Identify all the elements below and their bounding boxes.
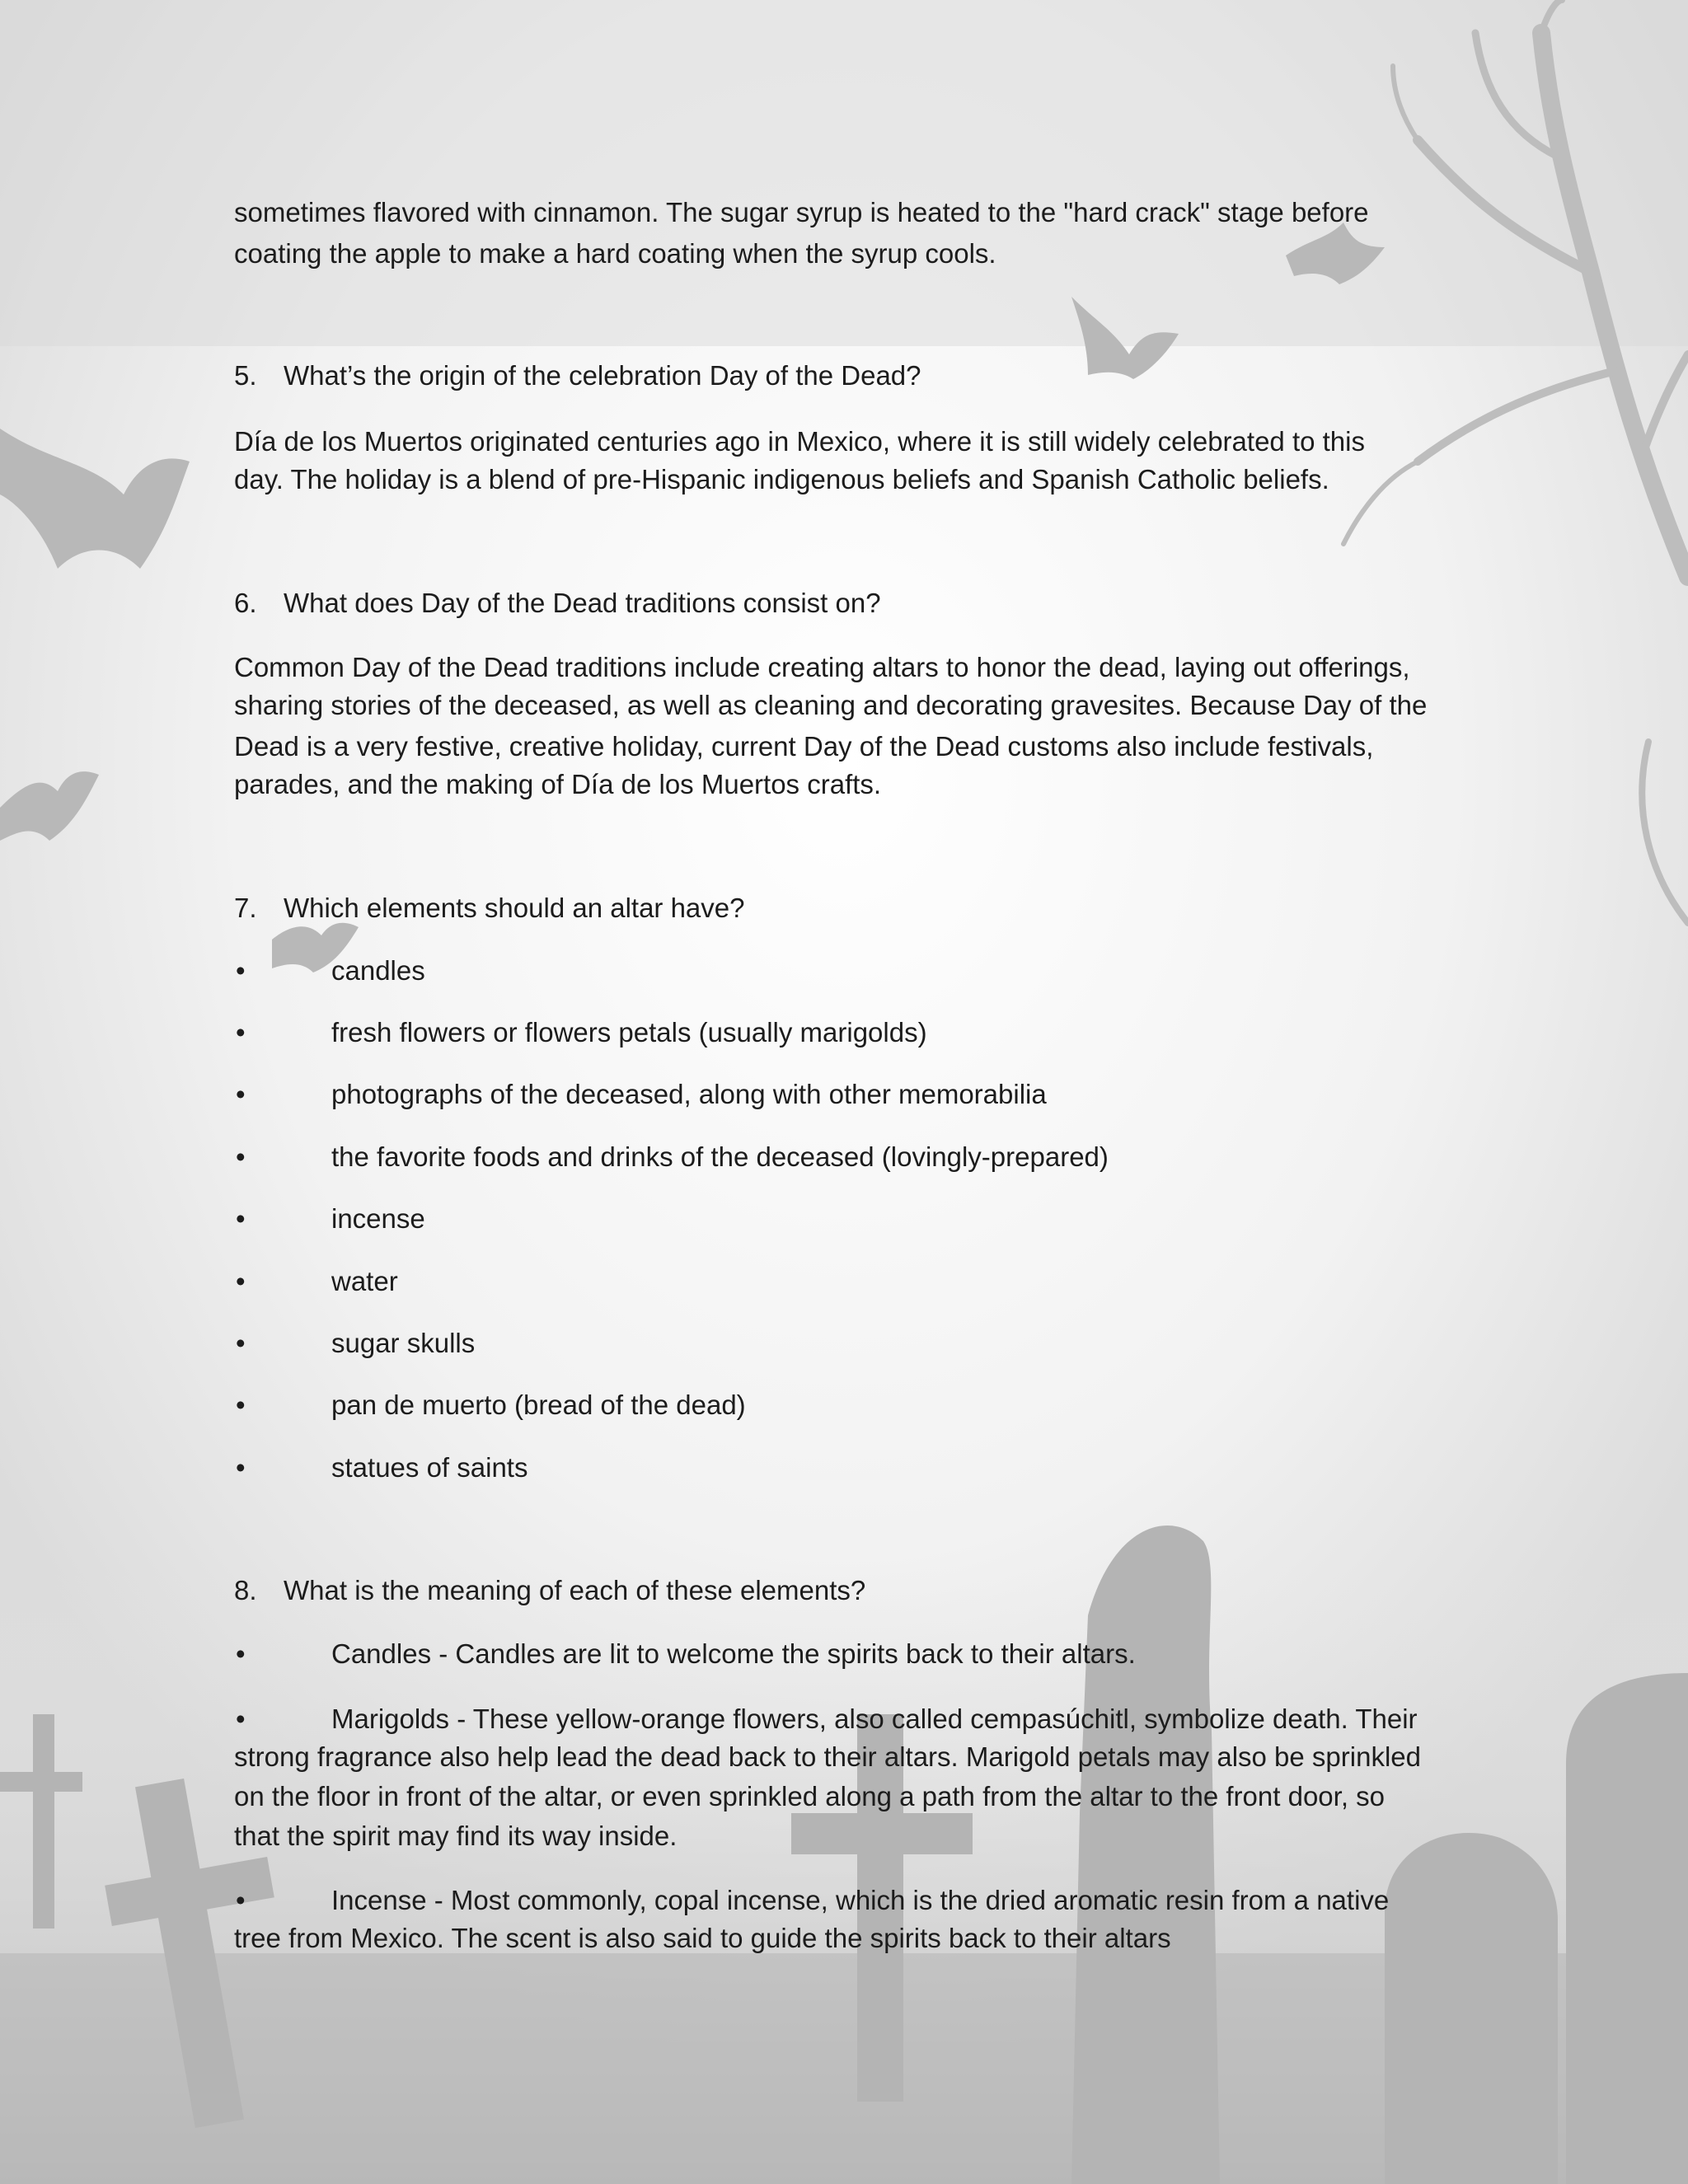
bullet-icon: •	[236, 1266, 246, 1296]
element-meaning-candles: Candles - Candles are lit to welcome the spirits back to their altars.	[331, 1638, 1136, 1669]
element-meaning-marigolds-line: that the spirit may find its way inside.	[234, 1821, 678, 1851]
bullet-icon: •	[236, 1328, 246, 1358]
question-5-number: 5.	[234, 360, 257, 391]
bullet-icon: •	[236, 1390, 246, 1420]
bullet-icon: •	[236, 1638, 246, 1669]
element-meaning-marigolds-line: strong fragrance also help lead the dead back to their altars. Marigold petals may also be sprinkled	[234, 1741, 1421, 1772]
question-7-text: Which elements should an altar have?	[284, 893, 745, 923]
answer-5-line: Día de los Muertos originated centuries ago in Mexico, where it is still widely celebrated to this	[234, 426, 1365, 457]
bullet-icon: •	[236, 1079, 246, 1109]
element-meaning-marigolds: Marigolds - These yellow-orange flowers, also called cempasúchitl, symbolize death. Their	[331, 1704, 1418, 1734]
altar-element-item: sugar skulls	[331, 1328, 476, 1358]
intro-paragraph-line: sometimes flavored with cinnamon. The sugar syrup is heated to the "hard crack" stage before	[234, 197, 1369, 227]
question-6-number: 6.	[234, 588, 257, 618]
altar-element-item: statues of saints	[331, 1452, 528, 1483]
bullet-icon: •	[236, 1885, 246, 1915]
altar-element-item: pan de muerto (bread of the dead)	[331, 1390, 746, 1420]
bullet-icon: •	[236, 1203, 246, 1234]
bullet-icon: •	[236, 1141, 246, 1172]
altar-element-item: fresh flowers or flowers petals (usually marigolds)	[331, 1017, 927, 1047]
intro-paragraph-line: coating the apple to make a hard coating when the syrup cools.	[234, 238, 996, 269]
answer-6-line: parades, and the making of Día de los Muertos crafts.	[234, 769, 882, 799]
element-meaning-marigolds-line: on the floor in front of the altar, or even sprinkled along a path from the altar to the front door, so	[234, 1781, 1386, 1811]
answer-5-line: day. The holiday is a blend of pre-Hispanic indigenous beliefs and Spanish Catholic beliefs.	[234, 464, 1329, 494]
altar-element-item: the favorite foods and drinks of the deceased (lovingly-prepared)	[331, 1141, 1109, 1172]
altar-element-item: incense	[331, 1203, 425, 1234]
bullet-icon: •	[236, 955, 246, 986]
bullet-icon: •	[236, 1017, 246, 1047]
bullet-icon: •	[236, 1452, 246, 1483]
answer-6-line: sharing stories of the deceased, as well as cleaning and decorating gravesites. Because Day of the	[234, 690, 1428, 720]
altar-element-item: photographs of the deceased, along with other memorabilia	[331, 1079, 1047, 1109]
answer-6-line: Common Day of the Dead traditions include creating altars to honor the dead, laying out offerings,	[234, 652, 1410, 682]
element-meaning-incense-line: tree from Mexico. The scent is also said to guide the spirits back to their altars	[234, 1923, 1171, 1953]
question-6-text: What does Day of the Dead traditions consist on?	[284, 588, 881, 618]
element-meaning-incense: Incense - Most commonly, copal incense, which is the dried aromatic resin from a native	[331, 1885, 1390, 1915]
answer-6-line: Dead is a very festive, creative holiday, current Day of the Dead customs also include festivals,	[234, 731, 1374, 762]
question-5-text: What’s the origin of the celebration Day of the Dead?	[284, 360, 921, 391]
question-8-text: What is the meaning of each of these elements?	[284, 1575, 866, 1605]
altar-element-item: water	[331, 1266, 398, 1296]
question-8-number: 8.	[234, 1575, 257, 1605]
altar-element-item: candles	[331, 955, 425, 986]
bullet-icon: •	[236, 1704, 246, 1734]
question-7-number: 7.	[234, 893, 257, 923]
